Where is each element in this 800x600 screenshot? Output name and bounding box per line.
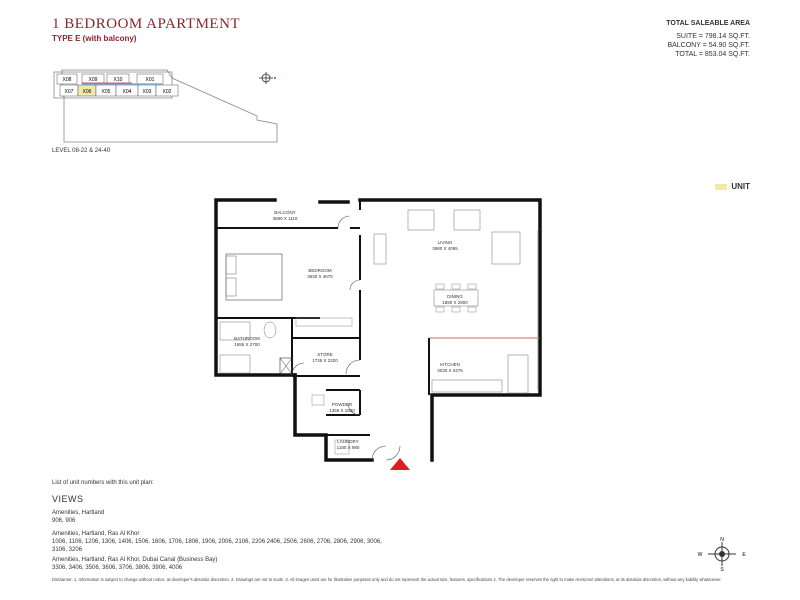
compass-e: E <box>742 552 746 558</box>
room-kitchen-dim: 3030 X 3475 <box>437 368 463 373</box>
room-dining: DINING <box>447 294 463 299</box>
view-group-units: 1006, 1106, 1206, 1306, 1406, 1506, 1606, 1706, 1806, 1906, 2006, 2106, 2206 2406, 2506, 2606, 2706, 2806, 2906, 3006, 3106, 3206 <box>52 539 382 553</box>
view-group-title: Amenities, Hartland, Ras Al Khor <box>52 531 140 537</box>
view-group-title: Amenities, Hartland, Ras Al Khor, Dubai Canal (Business Bay) <box>52 557 218 563</box>
key-label-x04: X04 <box>122 89 132 95</box>
sofa <box>492 232 520 264</box>
total-area: TOTAL = 853.04 SQ.FT. <box>675 51 750 58</box>
room-laundry: LAUNDRY <box>337 439 359 444</box>
page-title: 1 BEDROOM APARTMENT <box>52 16 241 32</box>
room-powder-dim: 1355 X 1650 <box>329 408 355 413</box>
view-group <box>52 530 392 554</box>
compass-s: S <box>720 567 724 572</box>
room-powder: POWDER <box>331 402 353 407</box>
unit-list-label: List of unit numbers with this unit plan: <box>52 480 154 486</box>
key-label-x09: X09 <box>88 77 98 83</box>
room-store: STORE <box>317 352 333 357</box>
area-heading: TOTAL SALEABLE AREA <box>666 20 750 27</box>
powder-basin <box>312 395 324 405</box>
view-group <box>52 556 392 572</box>
disclaimer: Disclaimer: 1. Information is subject to change without notice, at developer's absolute discretion. 2. Drawings are not to scale. 3. All images used are for illustrative purposes only and do not represent the actual size, features, specifications 4. The developer reserves the right to make revisions/ alterations, at its absolute discretion, without any liability whatsoever. <box>52 577 722 582</box>
room-bathroom-dim: 1655 X 2700 <box>234 342 260 347</box>
legend <box>715 182 750 191</box>
key-label-x02: X02 <box>162 89 172 95</box>
key-label-x01: X01 <box>145 77 155 83</box>
view-group-title: Amenities, Hartland <box>52 510 105 516</box>
key-label-x08: X08 <box>62 77 72 83</box>
level-label: LEVEL 08-22 & 24-40 <box>52 148 111 154</box>
balcony-area: BALCONY = 54.90 SQ.FT. <box>667 42 750 49</box>
tv-unit <box>374 234 386 264</box>
room-balcony-dim: 3590 X 1110 <box>272 216 298 221</box>
bed <box>226 254 282 300</box>
view-group <box>52 509 392 525</box>
exterior-walls <box>216 200 540 460</box>
key-label-x10: X10 <box>113 77 123 83</box>
legend-swatch <box>715 184 727 190</box>
room-bedroom-dim: 3630 X 4670 <box>307 274 333 279</box>
room-bedroom: BEDROOM <box>308 268 332 273</box>
shower <box>220 355 250 373</box>
toilet <box>264 322 276 338</box>
view-group-units: 906, 906 <box>52 518 76 524</box>
floor-plan <box>200 190 560 480</box>
wardrobe <box>296 318 352 326</box>
key-label-x05: X05 <box>101 89 111 95</box>
key-compass-icon <box>255 70 277 86</box>
room-store-dim: 1735 X 2320 <box>312 358 338 363</box>
compass-icon <box>690 536 754 572</box>
unit-type: TYPE E (with balcony) <box>52 34 137 43</box>
room-balcony: BALCONY <box>274 210 296 215</box>
interior-walls <box>216 200 429 435</box>
compass-n: N <box>720 537 724 543</box>
room-dining-dim: 1890 X 2800 <box>442 300 468 305</box>
room-living-dim: 3980 X 4095 <box>432 246 458 251</box>
armchair <box>408 210 434 230</box>
room-bathroom: BATHROOM <box>234 336 260 341</box>
kitchen-counter <box>508 355 528 393</box>
key-label-x03: X03 <box>142 89 152 95</box>
armchair <box>454 210 480 230</box>
view-group-units: 3306, 3406, 3506, 3606, 3706, 3806, 3906, 4006 <box>52 565 183 571</box>
room-laundry-dim: 1180 X 980 <box>336 445 360 450</box>
room-living: LIVING <box>437 240 453 245</box>
kitchen-worktop <box>432 380 502 392</box>
compass-w: W <box>697 552 703 558</box>
entrance-arrow-icon <box>390 458 410 470</box>
key-label-x07: X07 <box>64 89 74 95</box>
area-values <box>667 32 750 59</box>
views-heading: VIEWS <box>52 494 84 504</box>
room-kitchen: KITCHEN <box>440 362 460 367</box>
suite-area: SUITE = 798.14 SQ.FT. <box>676 33 750 40</box>
legend-label: UNIT <box>731 182 750 191</box>
key-label-x06: X06 <box>82 89 92 95</box>
